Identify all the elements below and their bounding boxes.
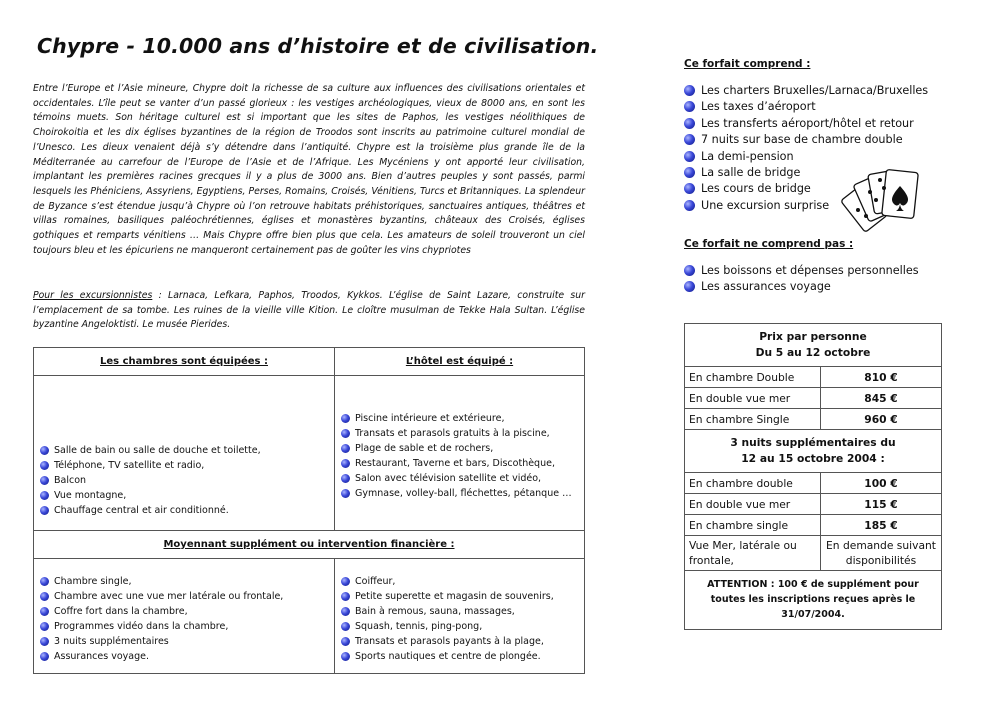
rooms-list xyxy=(40,444,330,519)
list-item-text: Les charters Bruxelles/Larnaca/Bruxelles xyxy=(701,84,929,97)
list-item-text: Restaurant, Taverne et bars, Discothèque, xyxy=(355,457,555,469)
list-item xyxy=(684,263,944,279)
list-item xyxy=(40,444,330,459)
price-extra-header: 3 nuits supplémentaires du 12 au 15 octobre 2004 : xyxy=(685,430,942,473)
list-item-text: Piscine intérieure et extérieure, xyxy=(355,413,505,424)
list-item-text: Salon avec télévision satellite et vidéo, xyxy=(355,472,542,484)
price-row xyxy=(685,494,942,515)
equipment-table xyxy=(33,347,585,674)
blue-ball-bullet-icon xyxy=(684,167,695,178)
blue-ball-bullet-icon xyxy=(40,446,49,455)
extra-header: Moyennant supplément ou intervention financière : xyxy=(34,531,585,559)
price-label: En chambre double xyxy=(685,473,821,494)
rooms-cell xyxy=(34,376,335,531)
price-table xyxy=(684,323,942,630)
extra-rooms-cell xyxy=(34,559,335,674)
hotel-list xyxy=(341,412,580,501)
extra-hotel-list xyxy=(341,575,580,664)
price-header: Prix par personne Du 5 au 12 octobre xyxy=(685,324,942,367)
list-item-text: Plage de sable et de rochers, xyxy=(355,442,494,454)
list-item-text: Chauffage central et air conditionné. xyxy=(54,504,229,516)
list-item xyxy=(40,620,330,635)
list-item-text: Transats et parasols gratuits à la piscine, xyxy=(355,427,550,439)
list-item-text: Les taxes d’aéroport xyxy=(701,100,816,114)
blue-ball-bullet-icon xyxy=(40,476,49,485)
price-value: 960 € xyxy=(821,409,942,430)
blue-ball-bullet-icon xyxy=(40,491,49,500)
price-value: 185 € xyxy=(821,515,942,536)
price-extra-rows xyxy=(685,473,942,536)
blue-ball-bullet-icon xyxy=(341,592,350,601)
price-label: En chambre single xyxy=(685,515,821,536)
price-row xyxy=(685,409,942,430)
price-value: 115 € xyxy=(821,494,942,515)
blue-ball-bullet-icon xyxy=(341,459,350,468)
list-item xyxy=(341,590,580,605)
blue-ball-bullet-icon xyxy=(684,85,695,96)
blue-ball-bullet-icon xyxy=(341,414,350,423)
list-item-text: Une excursion surprise xyxy=(701,198,830,212)
hotel-header: L’hôtel est équipé : xyxy=(335,348,585,376)
blue-ball-bullet-icon xyxy=(341,444,350,453)
blue-ball-bullet-icon xyxy=(40,652,49,661)
list-item-text: La salle de bridge xyxy=(701,166,801,180)
list-item xyxy=(684,132,944,148)
excursion-label: Pour les excursionnistes xyxy=(33,290,153,301)
list-item-text: Coiffeur, xyxy=(355,576,396,587)
blue-ball-bullet-icon xyxy=(341,577,350,586)
list-item-text: Chambre single, xyxy=(54,576,132,587)
blue-ball-bullet-icon xyxy=(341,429,350,438)
blue-ball-bullet-icon xyxy=(40,607,49,616)
price-label: En double vue mer xyxy=(685,388,821,409)
price-main-rows xyxy=(685,367,942,430)
rooms-header: Les chambres sont équipées : xyxy=(34,348,335,376)
price-row xyxy=(685,473,942,494)
price-label: En chambre Single xyxy=(685,409,821,430)
list-item xyxy=(341,575,580,590)
includes-title: Ce forfait comprend : xyxy=(684,58,811,70)
blue-ball-bullet-icon xyxy=(684,281,695,292)
list-item xyxy=(684,149,944,165)
list-item-text: Gymnase, volley-ball, fléchettes, pétanque … xyxy=(355,487,572,499)
list-item-text: Coffre fort dans la chambre, xyxy=(54,605,188,617)
list-item xyxy=(40,489,330,504)
list-item xyxy=(40,474,330,489)
list-item xyxy=(40,635,330,650)
blue-ball-bullet-icon xyxy=(684,265,695,276)
list-item xyxy=(40,590,330,605)
list-item-text: Salle de bain ou salle de douche et toilette, xyxy=(54,445,261,456)
list-item xyxy=(341,605,580,620)
list-item xyxy=(341,650,580,665)
list-item-text: Squash, tennis, ping-pong, xyxy=(355,620,483,632)
price-sea-label: Vue Mer, latérale ou frontale, xyxy=(685,536,821,571)
blue-ball-bullet-icon xyxy=(40,622,49,631)
list-item xyxy=(341,620,580,635)
list-item xyxy=(341,487,580,502)
blue-ball-bullet-icon xyxy=(341,474,350,483)
blue-ball-bullet-icon xyxy=(341,489,350,498)
blue-ball-bullet-icon xyxy=(341,652,350,661)
blue-ball-bullet-icon xyxy=(684,134,695,145)
blue-ball-bullet-icon xyxy=(684,118,695,129)
list-item xyxy=(341,427,580,442)
list-item-text: Chambre avec une vue mer latérale ou frontale, xyxy=(54,590,284,602)
price-row xyxy=(685,367,942,388)
blue-ball-bullet-icon xyxy=(40,506,49,515)
list-item xyxy=(684,279,944,295)
price-row xyxy=(685,515,942,536)
price-value: 810 € xyxy=(821,367,942,388)
list-item xyxy=(341,457,580,472)
list-item xyxy=(684,116,944,132)
list-item xyxy=(341,412,580,427)
price-label: En chambre Double xyxy=(685,367,821,388)
list-item xyxy=(684,99,944,115)
blue-ball-bullet-icon xyxy=(341,637,350,646)
list-item-text: Les transferts aéroport/hôtel et retour xyxy=(701,116,914,130)
excursion-text: : Larnaca, Lefkara, Paphos, Troodos, Kykkos. L’église de Saint Lazare, construite sur l’emplacement de sa tombe. Les ruines de la vieille ville Kition. Le cloître musulman de Tekke Hala Sultan. L’église byzantine Angeloktisti. Le musée Pierides. xyxy=(33,290,585,331)
blue-ball-bullet-icon xyxy=(40,577,49,586)
blue-ball-bullet-icon xyxy=(684,200,695,211)
list-item-text: Bain à remous, sauna, massages, xyxy=(355,605,515,617)
list-item-text: Les assurances voyage xyxy=(701,280,831,294)
price-value: 845 € xyxy=(821,388,942,409)
list-item xyxy=(684,83,944,99)
list-item-text: Les boissons et dépenses personnelles xyxy=(701,264,919,277)
blue-ball-bullet-icon xyxy=(684,101,695,112)
list-item-text: Programmes vidéo dans la chambre, xyxy=(54,620,229,632)
extra-rooms-list xyxy=(40,575,330,664)
list-item-text: 7 nuits sur base de chambre double xyxy=(701,133,903,147)
list-item-text: 3 nuits supplémentaires xyxy=(54,635,169,647)
list-item xyxy=(40,459,330,474)
intro-paragraph: Entre l’Europe et l’Asie mineure, Chypre doit la richesse de sa culture aux influences des civilisations orientales et occidentales. L’île peut se vanter d’un passé glorieux : les vestiges archéologiques, vieux de 8000 ans, en sont les témoins muets. Son héritage culturel est si important que les sites de Paphos, les vestiges néolithiques de Choirokoitia et les dix églises byzantines de la région de Troodos sont inscrits au patrimoine culturel mondial de l’Unesco. Les dieux venaient déjà s’y détendre dans l’antiquité. Chypre est la troisième plus grande île de la Méditerranée au carrefour de l’Europe de l’Asie et de l’Afrique. Les Mycéniens y ont apporté leur civilisation, implantant les premières racines grecques il y a plus de 3000 ans. Bien d’autres peuples y sont passés, parmi lesquels les Phéniciens, Assyriens, Egyptiens, Perses, Romains, Croisés, Vénitiens, Turcs et Britanniques. La splendeur de Byzance s’est étendue jusqu’à Chypre où l’on retrouve habitats préhistoriques, sanctuaires antiques, théâtres et villas romaines, basiliques paléochrétiennes, églises et monastères byzantins, châteaux des Croisés, églises gothiques et remparts vénitiens … Mais Chypre offre bien plus que cela. Les amateurs de soleil trouveront un ciel toujours bleu et les épicuriens ne manqueront certainement pas de goûter les vins chypriotes xyxy=(33,83,585,256)
list-item-text: Vue montagne, xyxy=(54,489,127,501)
list-item xyxy=(40,504,330,519)
list-item xyxy=(341,472,580,487)
list-item-text: La demi-pension xyxy=(701,149,794,163)
extra-hotel-cell xyxy=(335,559,585,674)
list-item-text: Sports nautiques et centre de plongée. xyxy=(355,650,541,662)
blue-ball-bullet-icon xyxy=(341,622,350,631)
excludes-list xyxy=(684,263,944,296)
page-title: Chypre - 10.000 ans d’histoire et de civilisation. xyxy=(37,34,599,58)
blue-ball-bullet-icon xyxy=(40,637,49,646)
list-item xyxy=(341,442,580,457)
blue-ball-bullet-icon xyxy=(684,151,695,162)
price-label: En double vue mer xyxy=(685,494,821,515)
blue-ball-bullet-icon xyxy=(40,461,49,470)
list-item xyxy=(40,650,330,665)
list-item-text: Petite superette et magasin de souvenirs, xyxy=(355,590,554,602)
price-attention: ATTENTION : 100 € de supplément pour toutes les inscriptions reçues après le 31/07/2004. xyxy=(685,571,942,630)
list-item-text: Balcon xyxy=(54,474,87,486)
list-item xyxy=(341,635,580,650)
list-item xyxy=(40,605,330,620)
price-value: 100 € xyxy=(821,473,942,494)
price-row xyxy=(685,388,942,409)
list-item xyxy=(40,575,330,590)
excludes-title: Ce forfait ne comprend pas : xyxy=(684,238,854,250)
list-item-text: Les cours de bridge xyxy=(701,182,811,196)
price-sea-value: En demande suivant disponibilités xyxy=(821,536,942,571)
list-item-text: Transats et parasols payants à la plage, xyxy=(355,635,544,647)
list-item-text: Assurances voyage. xyxy=(54,650,149,662)
excursion-paragraph xyxy=(33,289,585,333)
blue-ball-bullet-icon xyxy=(684,183,695,194)
hotel-cell xyxy=(335,376,585,531)
list-item-text: Téléphone, TV satellite et radio, xyxy=(54,459,205,471)
blue-ball-bullet-icon xyxy=(40,592,49,601)
blue-ball-bullet-icon xyxy=(341,607,350,616)
